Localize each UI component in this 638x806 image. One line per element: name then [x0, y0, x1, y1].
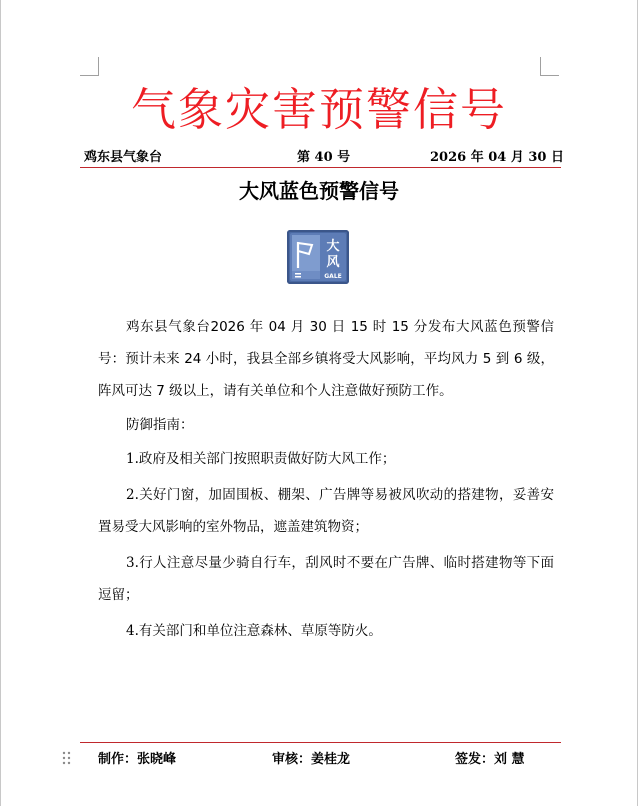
guide-item: 4.有关部门和单位注意森林、草原等防火。 [126, 623, 382, 639]
footer-signer: 签发：刘 慧 [455, 752, 525, 767]
signal-text-feng: 风 [326, 255, 340, 270]
warning-title: 大风蓝色预警信号 [239, 179, 399, 203]
footer-reviewer: 审核：姜桂龙 [272, 752, 351, 767]
gale-blue-warning-icon [287, 230, 349, 284]
signal-text-gale: GALE [324, 273, 342, 280]
defense-guide-heading: 防御指南： [126, 417, 194, 433]
footer-divider [80, 742, 561, 743]
margin-corner-top-right [540, 57, 559, 76]
footer-maker: 制作：张晓峰 [98, 752, 177, 767]
issuing-station: 鸡东县气象台 [84, 150, 163, 165]
gale-signal-graphic [287, 230, 349, 284]
warning-body-paragraph: 鸡东县气象台2026 年 04 月 30 日 15 时 15 分发布大风蓝色预警信号：预计未来 24 小时，我县全部乡镇将受大风影响，平均风力 5 到 6 级，阵风可达 7 级以上，请有关单位和个人注意做好预防工作。 [98, 319, 554, 399]
issue-number: 第 40 号 [297, 150, 351, 165]
signal-text-da: 大 [326, 239, 340, 254]
main-title: 气象灾害预警信号 [130, 83, 507, 136]
table-move-handle-icon[interactable] [62, 750, 72, 764]
guide-item: 3.行人注意尽量少骑自行车，刮风时不要在广告牌、临时搭建物等下面逗留； [98, 555, 554, 603]
guide-item: 1.政府及相关部门按照职责做好防大风工作； [126, 451, 396, 467]
issue-date: 2026 年 04 月 30 日 [430, 150, 564, 165]
header-divider [80, 167, 561, 168]
defense-guide-list [98, 443, 554, 651]
margin-corner-top-left [80, 57, 99, 76]
guide-item: 2.关好门窗，加固围板、棚架、广告牌等易被风吹动的搭建物，妥善安置易受大风影响的室外物品，遮盖建筑物资； [98, 487, 554, 535]
